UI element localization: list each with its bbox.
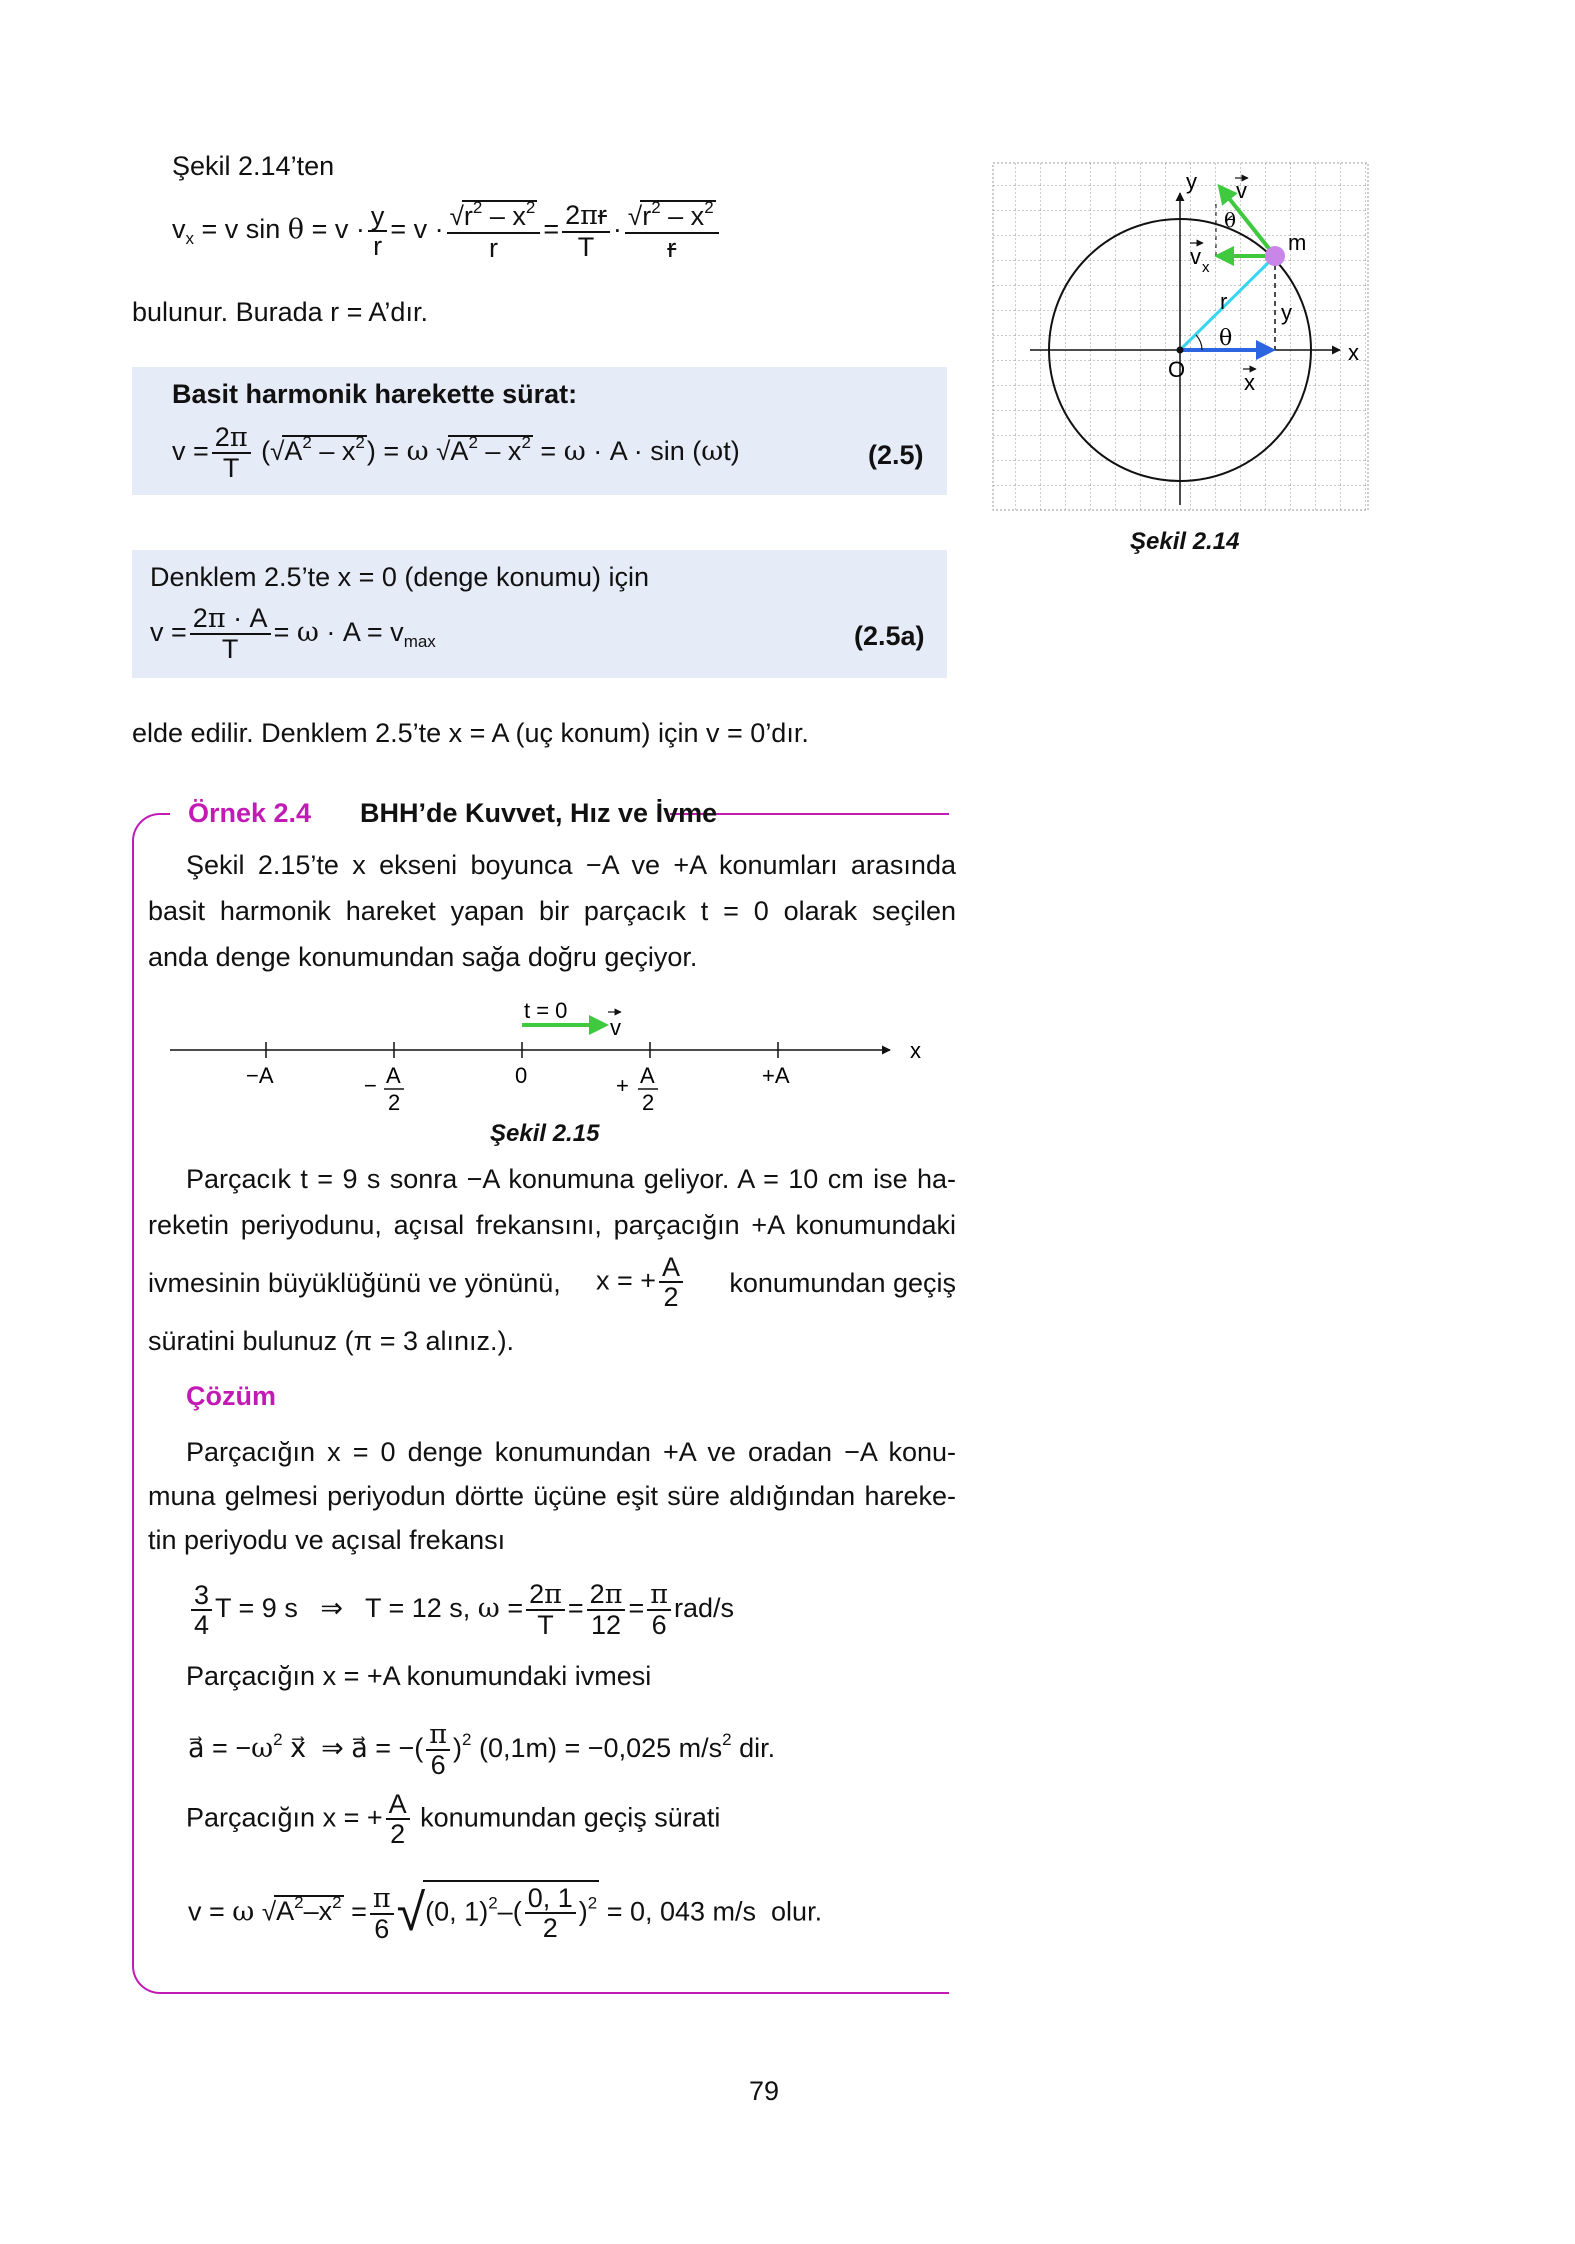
eq-label-2-5a: (2.5a) <box>854 621 925 651</box>
example-paragraph-1 <box>148 842 956 980</box>
y-component-label: y <box>1281 300 1292 325</box>
tick-label: A <box>386 1063 401 1088</box>
speed-intro-end: konumundan geçiş sürati <box>420 1802 721 1833</box>
x-component-label: x <box>1244 370 1255 395</box>
radius-label: r <box>1220 289 1228 314</box>
equation-period: $\frac{3}{4}$ T = 9 s ⇒ T = 12 s, ω = $\frac{2\pi}{T}$ = $\frac{2\pi}{12}$ = $\frac{\pi}{6}$ rad/s <box>188 1580 734 1640</box>
tick-label: 2 <box>388 1090 401 1115</box>
para1-line: basit harmonik hareket yapan bir parçacık t = 0 olarak seçilen <box>148 896 956 926</box>
tick-label: +A <box>762 1063 790 1088</box>
figure-2-15 <box>150 990 950 1120</box>
sol-line: Parçacığın x = 0 denge konumundan +A ve oradan −A konu- <box>186 1437 956 1467</box>
v-label: v <box>1236 178 1247 203</box>
para2-line3 <box>148 1250 956 1313</box>
after-box2: elde edilir. Denklem 2.5’te x = A (uç konum) için v = 0’dır. <box>132 718 809 748</box>
para2-line4: süratini bulunuz (π = 3 alınız.). <box>148 1326 515 1356</box>
origin-dot <box>1177 347 1184 354</box>
equation-2-5: v = $\frac{2\pi}{T}$ $(√A^2 - x^2) = \omega$ $√A^2 - x^2 = \omega \cdot A \cdot \sin (\omega t)$ <box>172 422 740 484</box>
figure-2-14 <box>990 160 1390 520</box>
equation-2-5a: v = $\frac{2\pi \cdot A}{T}$ = $\omega \cdot A = v_{max}$ <box>150 603 436 665</box>
solution-label: Çözüm <box>186 1381 276 1411</box>
tick-label: −A <box>246 1063 274 1088</box>
v-label: v <box>610 1015 621 1040</box>
eq-label-2-5: (2.5) <box>868 440 924 470</box>
accel-intro: Parçacığın x = +A konumundaki ivmesi <box>186 1661 652 1691</box>
page-number: 79 <box>749 2076 780 2106</box>
axis-label: x <box>910 1038 921 1063</box>
equation-speed: v = ω $√A^2-x^2$ = $\frac{\pi}{6}$ √(0, 1)$^2$–( $\frac{0, 1}{2}$ )$^2$ = 0, 043 m/s olur. <box>188 1880 822 1945</box>
speed-intro: Parçacığın x = + $\frac{A}{2}$ konumundan geçiş sürati <box>186 1789 721 1850</box>
sol-line: tin periyodu ve açısal frekansı <box>148 1525 506 1555</box>
para2-line3b: konumundan geçiş <box>729 1268 956 1298</box>
solution-paragraph <box>148 1430 956 1562</box>
tick-sign: + <box>616 1073 629 1098</box>
x-axis-label: x <box>1348 340 1359 365</box>
example-paragraph-2 <box>148 1156 956 1248</box>
origin-label: O <box>1168 357 1186 382</box>
intro-line: Şekil 2.14’ten <box>172 151 335 181</box>
para1-line: Şekil 2.15’te x ekseni boyunca −A ve +A konumları arasında <box>186 850 956 880</box>
para2-line: Parçacık t = 9 s sonra −A konumuna geliyor. A = 10 cm ise ha- <box>186 1164 956 1194</box>
box2-line: Denklem 2.5’te x = 0 (denge konumu) için <box>150 562 650 592</box>
sol-line: muna gelmesi periyodun dörtte üçüne eşit süre aldığından hareke- <box>148 1481 956 1511</box>
t-label: t = 0 <box>524 998 568 1023</box>
vx-subscript: x <box>1202 259 1210 276</box>
box-title: Basit harmonik harekette sürat: <box>172 379 578 409</box>
equation-accel: a⃗ = $-\omega^2$ x⃗ ⇒ a⃗ = −( $\frac{\pi}{6}$ )$^2$ (0,1m) = −0,025 $m/s^2$ dir. <box>188 1719 776 1781</box>
tick-label: 0 <box>515 1063 528 1088</box>
speed-intro-start: Parçacığın x = <box>186 1802 360 1833</box>
theta-label-top: θ <box>1224 208 1237 232</box>
formula-box-2-5 <box>132 367 947 495</box>
y-axis-label: y <box>1186 169 1197 194</box>
mass-label: m <box>1288 230 1307 255</box>
example-title: BHH’de Kuvvet, Hız ve İvme <box>360 798 718 828</box>
formula-box-2-5a <box>132 550 947 678</box>
example-label: Örnek 2.4 <box>188 798 312 828</box>
theta-label: θ <box>1219 326 1233 351</box>
figure-2-14-caption: Şekil 2.14 <box>1130 528 1240 555</box>
para1-line: anda denge konumundan sağa doğru geçiyor. <box>148 942 698 972</box>
intro-after: bulunur. Burada r = A’dır. <box>132 297 428 327</box>
equation-vx: $v_x = v$ sin θ = v · $\frac{y}{r}$ = v · $\frac{√r^2 - x^2}{r}$ = $\frac{2\pi r}{T}$ · $\frac{√r^2 - x^2}{r}$ <box>172 200 722 262</box>
para2-line3a: ivmesinin büyüklüğünü ve yönünü, <box>148 1268 561 1298</box>
tick-label: 2 <box>642 1090 655 1115</box>
tick-sign: − <box>364 1073 377 1098</box>
para2-line: reketin periyodunu, açısal frekansını, parçacığın +A konumundaki <box>148 1210 956 1240</box>
mass-point <box>1265 246 1285 266</box>
tick-label: A <box>640 1063 655 1088</box>
inline-fraction: x = + $\frac{A}{2}$ <box>596 1253 686 1312</box>
vx-label: v <box>1190 244 1201 269</box>
figure-2-15-caption: Şekil 2.15 <box>490 1120 600 1147</box>
